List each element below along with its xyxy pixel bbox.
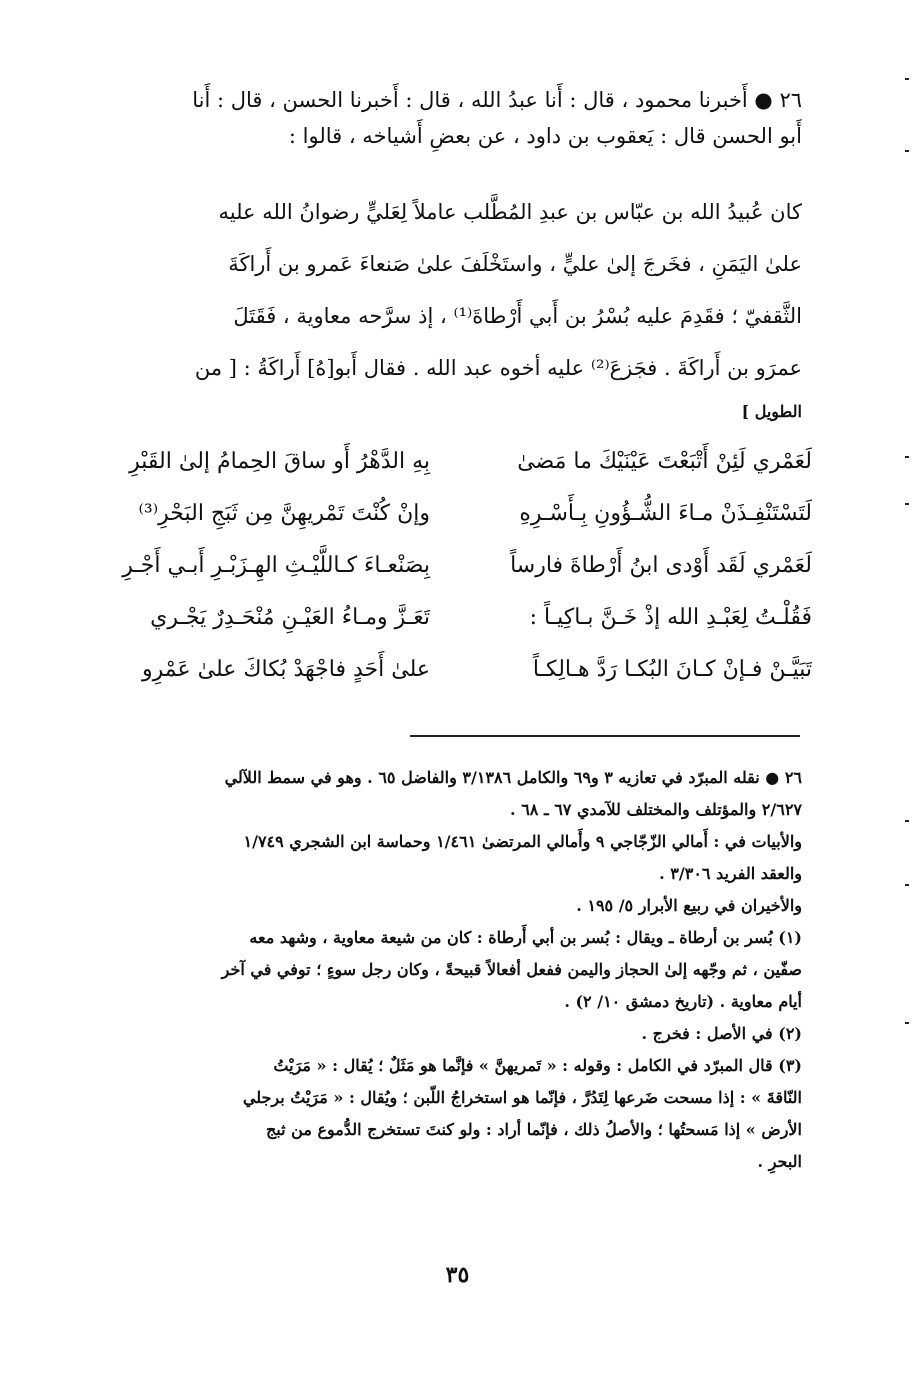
source-line: ٢/٦٢٧ والمؤتلف والمختلف للآمدي ٦٧ ـ ٦٨ . [510,800,802,819]
footnote-1-line: صفّين ، ثم وجّهه إلىٰ الحجاز واليمن ففعل أفعالاً قبيحةً ، وكان رجل سوءٍ ؛ توفي في آخر [221,960,802,979]
verse-row [52,592,812,644]
scan-edge-mark [905,884,909,886]
page-number: ٣٥ [445,1262,470,1288]
meter-label: الطويل ] [741,402,802,421]
verse-second-hemistich: علىٰ أَحَدٍ فاجْهَدْ بُكاكَ علىٰ عَمْرِو [142,657,430,682]
footnotes [52,762,802,1178]
entry-line-2: أَبو الحسن قال : يَعقوب بن داود ، عن بعضِ أَشياخه ، قالوا : [288,124,802,148]
scan-edge-mark [905,78,909,80]
scan-edge-mark [905,503,909,505]
scan-edge-mark [905,1022,909,1024]
verse-second-hemistich: بِصَنْعـاءَ كـاللَّيْـثِ الهِـزَبْـرِ أَبـي أَجْـرِ [122,553,430,578]
source-line: والعقد الفريد ٣/٣٠٦ . [659,864,802,883]
narrative-line-4: عمرَو بن أَراكَةَ . فجَزعَ⁽²⁾ عليه أخوه عبد الله . فقال أَبو[هُ] أَراكَةُ : [ من [194,356,802,380]
entry-line-1: ٢٦ ● أَخبرنا محمود ، قال : أَنا عبدُ الله ، قال : أَخبرنا الحسن ، قال : أَنا [192,88,802,112]
footnote-3-line: (٣) قال المبرّد في الكامل : وقوله : « تَمريهنَّ » فإنَّما هو مَثَلٌ ؛ يُقال : « مَرَيْتُ [273,1056,802,1075]
source-line: والأبيات في : أَمالي الزّجّاجي ٩ وأَمالي المرتضىٰ ١/٤٦١ وحماسة ابن الشجري ١/٧٤٩ [243,832,802,851]
footnote-3-line: البحرِ . [757,1152,802,1171]
verse-second-hemistich: بِهِ الدَّهْرُ أَو ساقَ الحِمامُ إلىٰ القَبْرِ [129,449,430,474]
verse-row [52,644,812,696]
footnote-1-line: (١) بُسر بن أرطاة ـ ويقال : بُسر بن أبي أَرطاة : كان من شيعة معاوية ، وشهد معه [249,928,802,947]
scan-edge-mark [905,456,909,458]
narrative-line-1: كان عُبيدُ الله بن عبّاس بن عبدِ المُطَّلب عاملاً لِعَليٍّ رضوانُ الله عليه [218,200,802,224]
verse-first-hemistich: لَعَمْري لَئِنْ أَتْبَعْتَ عَيْنَيْكَ ما مَضىٰ [517,449,812,474]
verse-first-hemistich: لَتَسْتَنْفِـذَنْ مـاءَ الشُّـؤُونِ بِـأَسْـرِهِ [519,501,812,526]
footnote-2-line: (٢) في الأصل : فخرج . [641,1024,802,1043]
narrative-line-3: الثَّقفيّ ؛ فقَدِمَ عليه بُسْرُ بن أَبي أَرْطاةَ⁽¹⁾ ، إذ سرَّحه معاوية ، فَقَتَلَ [233,304,802,328]
verse-first-hemistich: تَبَيَّـنْ فـإنْ كـانَ البُكـا رَدَّ هـالِكـاً [532,657,812,682]
footnote-1-line: أيام معاوية . (تاريخ دمشق ١٠/ ٢) . [564,992,802,1011]
footnote-3-line: النّاقةَ » : إذا مسحت ضَرعها لِتَدُرَّ ، فإنّما هو استخراجُ اللّبن ؛ ويُقال : « مَرَيْتُ برجلي [242,1088,802,1107]
footnote-divider [410,735,800,737]
source-line: والأخيران في ربيع الأبرار ٥/ ١٩٥ . [576,896,802,915]
narrative-line-2: علىٰ اليَمَنِ ، فخَرجَ إلىٰ عليٍّ ، واستَخْلَفَ علىٰ صَنعاءَ عَمرو بن أَراكَةَ [228,252,802,276]
source-line: ٢٦ ● نقله المبرّد في تعازيه ٣ و٦٩ والكامل ٣/١٣٨٦ والفاضل ٦٥ . وهو في سمط اللآلي [224,768,802,787]
verse-row [52,488,812,540]
verse-first-hemistich: لَعَمْري لَقَد أَوْدى ابنُ أَرْطاةَ فارساً [510,553,812,578]
scan-edge-mark [905,150,909,152]
verse-second-hemistich: وإنْ كُنْتَ تَمْريهِنَّ مِن ثَبَجِ البَحْرِ⁽³⁾ [138,501,430,526]
narrative-paragraph [52,186,802,430]
poem-verses [52,436,812,696]
verse-row [52,540,812,592]
verse-row [52,436,812,488]
scan-edge-mark [905,820,909,822]
entry-heading [52,82,802,154]
verse-second-hemistich: تَعَـزَّ ومـاءُ العَيْـنِ مُنْحَـدِرٌ يَجْـري [150,605,430,630]
footnote-3-line: الأرض » إذا مَسحتُها ؛ والأصلُ ذلك ، فإنّما أراد : ولو كنتَ تستخرج الدُّموع من ثبج [265,1120,802,1139]
verse-first-hemistich: فَقُلْـتُ لِعَبْـدِ الله إذْ خَـنَّ بـاكِيـاً : [529,605,812,630]
